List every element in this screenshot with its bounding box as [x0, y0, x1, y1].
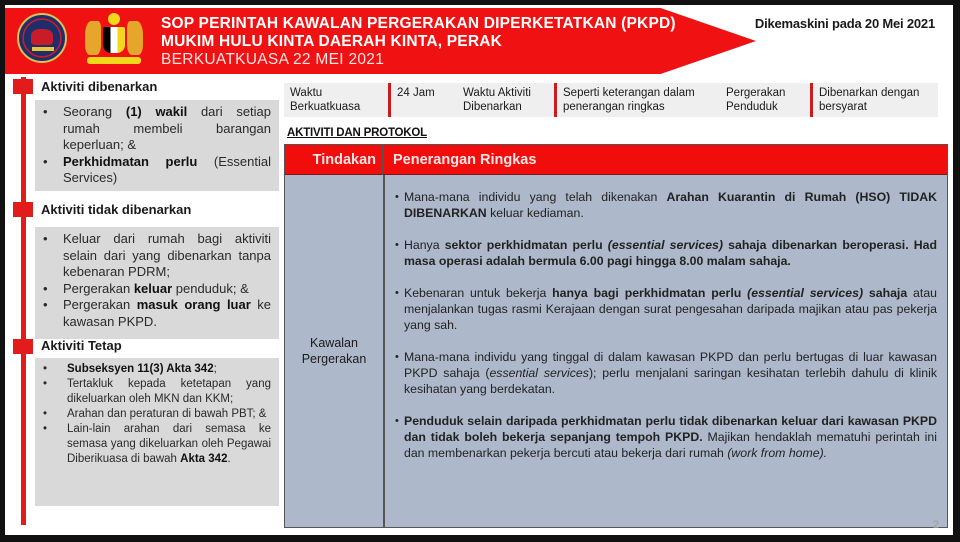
updated-date: Dikemaskini pada 20 Mei 2021: [754, 16, 935, 31]
allowed-box: [35, 100, 279, 191]
fixed-box: [35, 358, 279, 506]
timeline-marker: [13, 339, 33, 354]
page-number: 2: [932, 519, 939, 531]
coat-of-arms-icon: [81, 13, 147, 69]
emphasis: (1) wakil: [125, 104, 188, 119]
description-item: [395, 285, 937, 333]
title-line-2: MUKIM HULU KINTA DAERAH KINTA, PERAK: [161, 33, 503, 50]
info-label-activity-time: Waktu Aktiviti Dibenarkan: [457, 83, 554, 117]
text-run: Penduduk selain daripada perkhidmatan perlu tidak dibenarkan keluar dari kawasan PKPD dan tidak boleh bekerja sepanjang tempoh PKPD.: [404, 414, 937, 444]
text-run: Mana-mana individu yang telah dikenakan: [404, 190, 667, 204]
text-run: ); perlu menjalani saringan kesihatan terlebih dahulu di klinik kesihatan yang berdekatan.: [404, 366, 937, 396]
list-item: • Tertakluk kepada ketetapan yang dikeluarkan oleh MKN dan KKM;: [43, 377, 271, 407]
text-run: essential services: [489, 366, 589, 380]
description-item: [395, 237, 937, 269]
protocol-table: [284, 144, 948, 528]
text-run: sahaja: [863, 286, 908, 300]
text-run: Kebenaran untuk bekerja: [404, 286, 553, 300]
text-run: hanya bagi perkhidmatan perlu: [552, 286, 748, 300]
emphasis: Akta 342: [180, 453, 228, 465]
list-item: • Arahan dan peraturan di bawah PBT; &: [43, 407, 271, 422]
list-item: • Keluar dari rumah bagi aktiviti selain dari yang dibenarkan tanpa kebenaran PDRM;: [43, 231, 271, 281]
action-cell: [285, 175, 383, 527]
list-item: • Subseksyen 11(3) Akta 342;: [43, 362, 271, 377]
table-header: [285, 145, 947, 175]
not-allowed-box: [35, 227, 279, 339]
text-run: (essential services): [747, 286, 864, 300]
description-list: [395, 189, 937, 477]
section-heading: AKTIVITI DAN PROTOKOL: [287, 127, 427, 139]
text-run: keluar kediaman.: [486, 206, 584, 220]
info-value-movement: Dibenarkan dengan bersyarat: [810, 83, 938, 117]
title-line-1: SOP PERINTAH KAWALAN PERGERAKAN DIPERKETATKAN (PKPD): [161, 15, 676, 32]
text-run: Hanya: [404, 238, 445, 252]
column-divider: [383, 175, 385, 527]
description-item: [395, 413, 937, 461]
allowed-title: Aktiviti dibenarkan: [41, 79, 158, 94]
header-title: [161, 15, 721, 69]
list-item: • Pergerakan masuk orang luar ke kawasan PKPD.: [43, 297, 271, 330]
info-strip: [284, 83, 943, 117]
emphasis: masuk orang luar: [136, 297, 251, 312]
list-item: • Lain-lain arahan dari semasa ke semasa yang dikeluarkan oleh Pegawai Diberikuasa di bawah Akta 342.: [43, 422, 271, 467]
emphasis: Subseksyen 11(3) Akta 342: [67, 363, 214, 375]
description-item: [395, 189, 937, 221]
fixed-list: [43, 362, 271, 467]
text-run: (work from home).: [727, 446, 828, 460]
emphasis: keluar: [133, 280, 173, 296]
info-label-movement: Pergerakan Penduduk: [720, 83, 810, 117]
slide: [5, 5, 953, 535]
text-run: sektor perkhidmatan perlu: [444, 238, 608, 252]
list-item: • Seorang (1) wakil dari setiap rumah membeli barangan keperluan; &: [43, 104, 271, 154]
info-label-effective: Waktu Berkuatkuasa: [284, 83, 388, 117]
text-run: sahaja dibenarkan beroperasi. Had masa operasi adalah bermula 6.00 pagi hingga 8.00 malam sahaja.: [404, 238, 937, 268]
text-run: Mana-mana individu yang tinggal di dalam kawasan PKPD dan perlu bertugas di luar kawasan PKPD sahaja (: [404, 350, 937, 380]
text-run: atau menjalankan tugas rasmi Kerajaan dengan surat pengesahan daripada majikan atau pas pekerja yang sah.: [404, 286, 937, 332]
info-value-activity-time: Seperti keterangan dalam penerangan ringkas: [554, 83, 720, 117]
text-run: Majikan hendaklah mematuhi perintah ini dan membenarkan pekerja bercuti atau bekerja dari rumah: [404, 430, 937, 460]
timeline-marker: [13, 79, 33, 94]
not-allowed-title: Aktiviti tidak dibenarkan: [41, 202, 192, 217]
list-item: • Pergerakan keluar penduduk; &: [43, 281, 271, 298]
fixed-title: Aktiviti Tetap: [41, 338, 122, 353]
effective-date: BERKUATKUASA 22 MEI 2021: [161, 51, 385, 68]
action-label: Kawalan Pergerakan: [301, 336, 367, 366]
timeline-marker: [13, 202, 33, 217]
allowed-list: [43, 104, 271, 187]
timeline-line: [21, 77, 26, 525]
text-run: Arahan Kuarantin di Rumah (HSO) TIDAK DIBENARKAN: [404, 190, 937, 220]
text-run: (essential services): [607, 238, 723, 252]
emphasis: Perkhidmatan perlu: [63, 153, 198, 169]
not-allowed-list: [43, 231, 271, 330]
agency-emblem-icon: [17, 13, 67, 63]
info-value-effective: 24 Jam: [388, 83, 457, 117]
header-action: Tindakan: [285, 145, 383, 175]
list-item: • Perkhidmatan perlu (Essential Services): [43, 154, 271, 187]
description-item: [395, 349, 937, 397]
header-description: Penerangan Ringkas: [393, 152, 537, 168]
